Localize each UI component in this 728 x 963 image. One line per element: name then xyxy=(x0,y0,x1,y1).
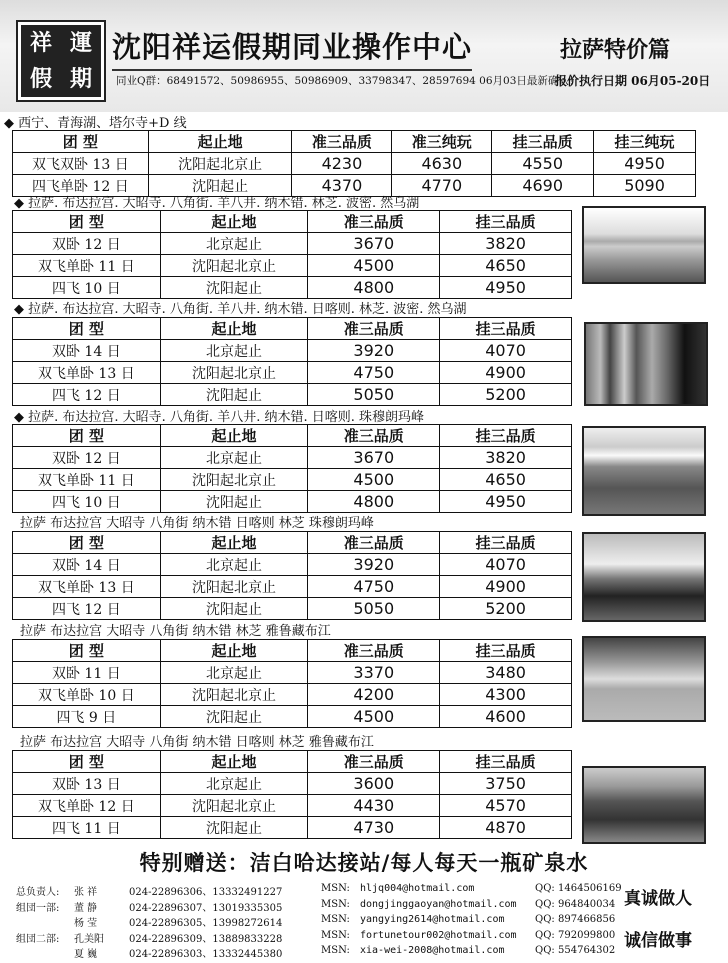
tour-type-cell: 双飞单卧 13 日 xyxy=(13,362,161,384)
msn-label: MSN: xyxy=(321,929,350,941)
contact-qq: 964840034 xyxy=(558,898,616,910)
origin-cell: 北京起止 xyxy=(160,554,308,576)
price-cell: 3920 xyxy=(308,340,440,362)
price-cell: 4800 xyxy=(308,491,440,513)
header-cell: 准三品质 xyxy=(292,131,392,153)
prayer-wheels-photo xyxy=(584,322,708,406)
origin-cell: 北京起止 xyxy=(160,773,308,795)
price-cell: 3480 xyxy=(440,662,572,684)
table-row xyxy=(13,277,572,299)
contact-phone: 024-22896303、13332445380 xyxy=(129,949,283,960)
price-cell: 5050 xyxy=(308,384,440,406)
origin-cell: 沈阳起止 xyxy=(160,384,308,406)
tour-type-cell: 双飞单卧 13 日 xyxy=(13,576,161,598)
price-cell: 5200 xyxy=(440,384,572,406)
price-cell: 4650 xyxy=(440,469,572,491)
qq-label: QQ: xyxy=(535,914,555,925)
header-cell: 挂三品质 xyxy=(440,532,572,554)
contact-role: 组団二部: xyxy=(16,933,60,945)
contact-msn: dongjinggaoyan@hotmail.com xyxy=(360,898,517,910)
contact-msn: fortunetour002@hotmail.com xyxy=(360,929,517,941)
header-cell: 挂三品质 xyxy=(440,640,572,662)
contact-name: 夏 巍 xyxy=(74,949,98,960)
origin-cell: 沈阳起止 xyxy=(160,598,308,620)
tour-type-cell: 双卧 14 日 xyxy=(13,554,161,576)
price-cell: 5200 xyxy=(440,598,572,620)
route-line: 拉萨 布达拉宫 大昭寺 八角街 纳木错 林芝 雅鲁藏布江 xyxy=(20,624,331,639)
contact-name: 杨 莹 xyxy=(74,918,98,929)
header-cell: 准三品质 xyxy=(308,640,440,662)
msn-label: MSN: xyxy=(321,883,350,894)
contact-name: 董 静 xyxy=(74,902,98,914)
river-village-photo xyxy=(582,766,706,844)
table-header-row xyxy=(13,751,572,773)
price-cell: 4750 xyxy=(308,576,440,598)
origin-cell: 沈阳起北京止 xyxy=(160,255,308,277)
tour-type-cell: 四飞 10 日 xyxy=(13,491,161,513)
origin-cell: 沈阳起止 xyxy=(160,277,308,299)
header-cell: 团 型 xyxy=(13,751,161,773)
route-line: ◆ 拉萨. 布达拉宫. 大昭寺. 八角街. 羊八井. 纳木错. 林芝. 波密. 然乌湖 xyxy=(14,196,420,211)
tour-type-cell: 四飞 10 日 xyxy=(13,277,161,299)
logo-char: 祥 xyxy=(29,30,52,56)
price-cell: 4900 xyxy=(440,362,572,384)
route-line: 拉萨 布达拉宫 大昭寺 八角街 纳木错 日喀则 林芝 珠穆朗玛峰 xyxy=(20,516,374,531)
price-cell: 4950 xyxy=(440,277,572,299)
price-cell: 4800 xyxy=(308,277,440,299)
origin-cell: 沈阳起止 xyxy=(160,817,308,839)
contact-phone: 024-22896307、13019335305 xyxy=(129,902,283,914)
header-cell: 挂三品质 xyxy=(440,425,572,447)
price-cell: 4870 xyxy=(440,817,572,839)
contact-role: 组団一部: xyxy=(16,902,60,914)
table-row xyxy=(13,684,572,706)
header-cell: 起止地 xyxy=(160,640,308,662)
contact-name: 孔美阳 xyxy=(74,933,104,945)
contact-msn: hljq004@hotmail.com xyxy=(360,883,475,894)
price-table xyxy=(12,639,572,728)
tour-type-cell: 双飞单卧 10 日 xyxy=(13,684,161,706)
origin-cell: 沈阳起北京止 xyxy=(148,153,292,175)
table-row xyxy=(13,706,572,728)
price-cell: 4500 xyxy=(308,706,440,728)
gift-banner: 特别赠送：洁白哈达接站/每人每天一瓶矿泉水 xyxy=(139,851,589,875)
table-row xyxy=(13,576,572,598)
origin-cell: 北京起止 xyxy=(160,662,308,684)
table-row xyxy=(13,447,572,469)
price-table xyxy=(12,130,696,197)
header-cell: 挂三品质 xyxy=(440,751,572,773)
price-cell: 5090 xyxy=(594,175,696,197)
price-cell: 3820 xyxy=(440,447,572,469)
origin-cell: 沈阳起北京止 xyxy=(160,362,308,384)
tour-type-cell: 双飞单卧 11 日 xyxy=(13,469,161,491)
origin-cell: 沈阳起北京止 xyxy=(160,576,308,598)
price-table xyxy=(12,210,572,299)
logo-char: 期 xyxy=(69,66,92,92)
qq-label: QQ: xyxy=(535,898,555,910)
price-cell: 4230 xyxy=(292,153,392,175)
table-header-row xyxy=(13,640,572,662)
price-cell: 3670 xyxy=(308,447,440,469)
table-row xyxy=(13,233,572,255)
price-cell: 4500 xyxy=(308,469,440,491)
table-row xyxy=(13,153,696,175)
header-cell: 挂三品质 xyxy=(440,318,572,340)
table-row xyxy=(13,817,572,839)
table-row xyxy=(13,255,572,277)
header-cell: 团 型 xyxy=(13,131,149,153)
price-cell: 4950 xyxy=(594,153,696,175)
table-row xyxy=(13,384,572,406)
table-row xyxy=(13,340,572,362)
page-subtitle: 拉萨特价篇 xyxy=(560,38,671,63)
header-cell: 起止地 xyxy=(148,131,292,153)
tour-type-cell: 双飞单卧 12 日 xyxy=(13,795,161,817)
contact-phone: 024-22896306、13332491227 xyxy=(129,887,283,898)
tour-type-cell: 双卧 13 日 xyxy=(13,773,161,795)
price-cell: 4690 xyxy=(492,175,594,197)
origin-cell: 沈阳起止 xyxy=(160,706,308,728)
tour-type-cell: 四飞单卧 12 日 xyxy=(13,175,149,197)
header-cell: 团 型 xyxy=(13,211,161,233)
table-row xyxy=(13,554,572,576)
contact-qq: 792099800 xyxy=(558,929,616,941)
qq-group-line: 同业Q群：68491572、50986955、50986909、33798347、28597694 06月03日最新确认！ xyxy=(116,75,580,87)
header-cell: 起止地 xyxy=(160,532,308,554)
contact-phone: 024-22896305、13998272614 xyxy=(129,918,283,929)
price-cell: 4070 xyxy=(440,554,572,576)
header-cell: 挂三纯玩 xyxy=(594,131,696,153)
header-cell: 起止地 xyxy=(160,211,308,233)
price-cell: 4900 xyxy=(440,576,572,598)
price-table xyxy=(12,317,572,406)
tour-type-cell: 双卧 12 日 xyxy=(13,233,161,255)
quote-validity-date: 报价执行日期 06月05-20日 xyxy=(555,74,711,88)
header-cell: 准三品质 xyxy=(308,318,440,340)
contact-msn: yangying2614@hotmail.com xyxy=(360,914,505,925)
page-title: 沈阳祥运假期同业操作中心 xyxy=(112,25,472,66)
price-cell: 4650 xyxy=(440,255,572,277)
header-cell: 团 型 xyxy=(13,318,161,340)
table-row xyxy=(13,598,572,620)
origin-cell: 沈阳起止 xyxy=(160,491,308,513)
snow-mountain-photo xyxy=(582,426,706,516)
header-cell: 起止地 xyxy=(160,751,308,773)
header-cell: 团 型 xyxy=(13,640,161,662)
header-cell: 起止地 xyxy=(160,318,308,340)
origin-cell: 沈阳起北京止 xyxy=(160,469,308,491)
contact-qq: 1464506169 xyxy=(558,883,622,894)
tour-type-cell: 四飞 11 日 xyxy=(13,817,161,839)
route-line: ◆ 拉萨. 布达拉宫. 大昭寺. 八角街. 羊八井. 纳木错. 日喀则. 珠穆朗玛峰 xyxy=(14,410,424,425)
table-header-row xyxy=(13,318,572,340)
header-cell: 准三品质 xyxy=(308,751,440,773)
route-line: ◆ 西宁、青海湖、塔尔寺+D 线 xyxy=(4,116,187,131)
price-cell: 4570 xyxy=(440,795,572,817)
price-cell: 4630 xyxy=(392,153,492,175)
price-table xyxy=(12,750,572,839)
price-cell: 5050 xyxy=(308,598,440,620)
price-cell: 4070 xyxy=(440,340,572,362)
table-header-row xyxy=(13,131,696,153)
tour-type-cell: 双卧 14 日 xyxy=(13,340,161,362)
tour-type-cell: 四飞 12 日 xyxy=(13,598,161,620)
table-row xyxy=(13,362,572,384)
table-row xyxy=(13,469,572,491)
tour-type-cell: 双卧 12 日 xyxy=(13,447,161,469)
price-cell: 4370 xyxy=(292,175,392,197)
price-cell: 4550 xyxy=(492,153,594,175)
route-line: 拉萨 布达拉宫 大昭寺 八角街 纳木错 日喀则 林芝 雅鲁藏布江 xyxy=(20,735,374,750)
tour-type-cell: 双卧 11 日 xyxy=(13,662,161,684)
tour-type-cell: 四飞 12 日 xyxy=(13,384,161,406)
route-line: ◆ 拉萨. 布达拉宫. 大昭寺. 八角街. 羊八井. 纳木错. 日喀则. 林芝. 波密. 然乌湖 xyxy=(14,302,467,317)
msn-label: MSN: xyxy=(321,945,350,956)
header-cell: 准三纯玩 xyxy=(392,131,492,153)
price-table xyxy=(12,424,572,513)
origin-cell: 北京起止 xyxy=(160,233,308,255)
price-cell: 3600 xyxy=(308,773,440,795)
mountain-range-photo xyxy=(582,532,706,622)
contact-phone: 024-22896309、13889833228 xyxy=(129,933,283,945)
price-cell: 4500 xyxy=(308,255,440,277)
header-cell: 起止地 xyxy=(160,425,308,447)
table-header-row xyxy=(13,532,572,554)
contact-qq: 897466856 xyxy=(558,914,616,925)
header-cell: 准三品质 xyxy=(308,425,440,447)
logo-char: 假 xyxy=(29,66,52,92)
origin-cell: 北京起止 xyxy=(160,447,308,469)
price-cell: 4950 xyxy=(440,491,572,513)
header-cell: 挂三品质 xyxy=(440,211,572,233)
price-cell: 4600 xyxy=(440,706,572,728)
origin-cell: 北京起止 xyxy=(160,340,308,362)
slogan: 真诚做人 xyxy=(624,889,692,909)
msn-label: MSN: xyxy=(321,914,350,925)
price-table xyxy=(12,531,572,620)
origin-cell: 沈阳起北京止 xyxy=(160,795,308,817)
table-header-row xyxy=(13,211,572,233)
lake-yak-photo xyxy=(582,636,706,722)
price-cell: 4770 xyxy=(392,175,492,197)
qq-label: QQ: xyxy=(535,945,555,956)
header-cell: 团 型 xyxy=(13,425,161,447)
logo-char: 運 xyxy=(69,30,92,56)
tour-type-cell: 双飞单卧 11 日 xyxy=(13,255,161,277)
contact-role: 总负责人: xyxy=(16,887,60,898)
header-banner xyxy=(0,0,728,112)
header-cell: 准三品质 xyxy=(308,532,440,554)
table-row xyxy=(13,662,572,684)
contact-name: 张 祥 xyxy=(74,887,98,898)
table-row xyxy=(13,773,572,795)
msn-label: MSN: xyxy=(321,898,350,910)
qq-label: QQ: xyxy=(535,929,555,941)
slogan: 诚信做事 xyxy=(624,931,692,951)
potala-palace-photo xyxy=(582,206,706,284)
price-cell: 3820 xyxy=(440,233,572,255)
price-cell: 3670 xyxy=(308,233,440,255)
price-cell: 3750 xyxy=(440,773,572,795)
price-cell: 4750 xyxy=(308,362,440,384)
table-row xyxy=(13,795,572,817)
header-cell: 准三品质 xyxy=(308,211,440,233)
tour-type-cell: 四飞 9 日 xyxy=(13,706,161,728)
header-cell: 团 型 xyxy=(13,532,161,554)
qq-label: QQ: xyxy=(535,883,555,894)
header-cell: 挂三品质 xyxy=(492,131,594,153)
contact-qq: 554764302 xyxy=(558,945,616,956)
price-cell: 4430 xyxy=(308,795,440,817)
tour-type-cell: 双飞双卧 13 日 xyxy=(13,153,149,175)
table-row xyxy=(13,491,572,513)
price-cell: 4730 xyxy=(308,817,440,839)
contact-msn: xia-wei-2008@hotmail.com xyxy=(360,945,505,956)
price-cell: 3920 xyxy=(308,554,440,576)
table-header-row xyxy=(13,425,572,447)
price-cell: 4300 xyxy=(440,684,572,706)
price-cell: 3370 xyxy=(308,662,440,684)
origin-cell: 沈阳起北京止 xyxy=(160,684,308,706)
price-cell: 4200 xyxy=(308,684,440,706)
origin-cell: 沈阳起止 xyxy=(148,175,292,197)
company-logo xyxy=(18,22,104,100)
